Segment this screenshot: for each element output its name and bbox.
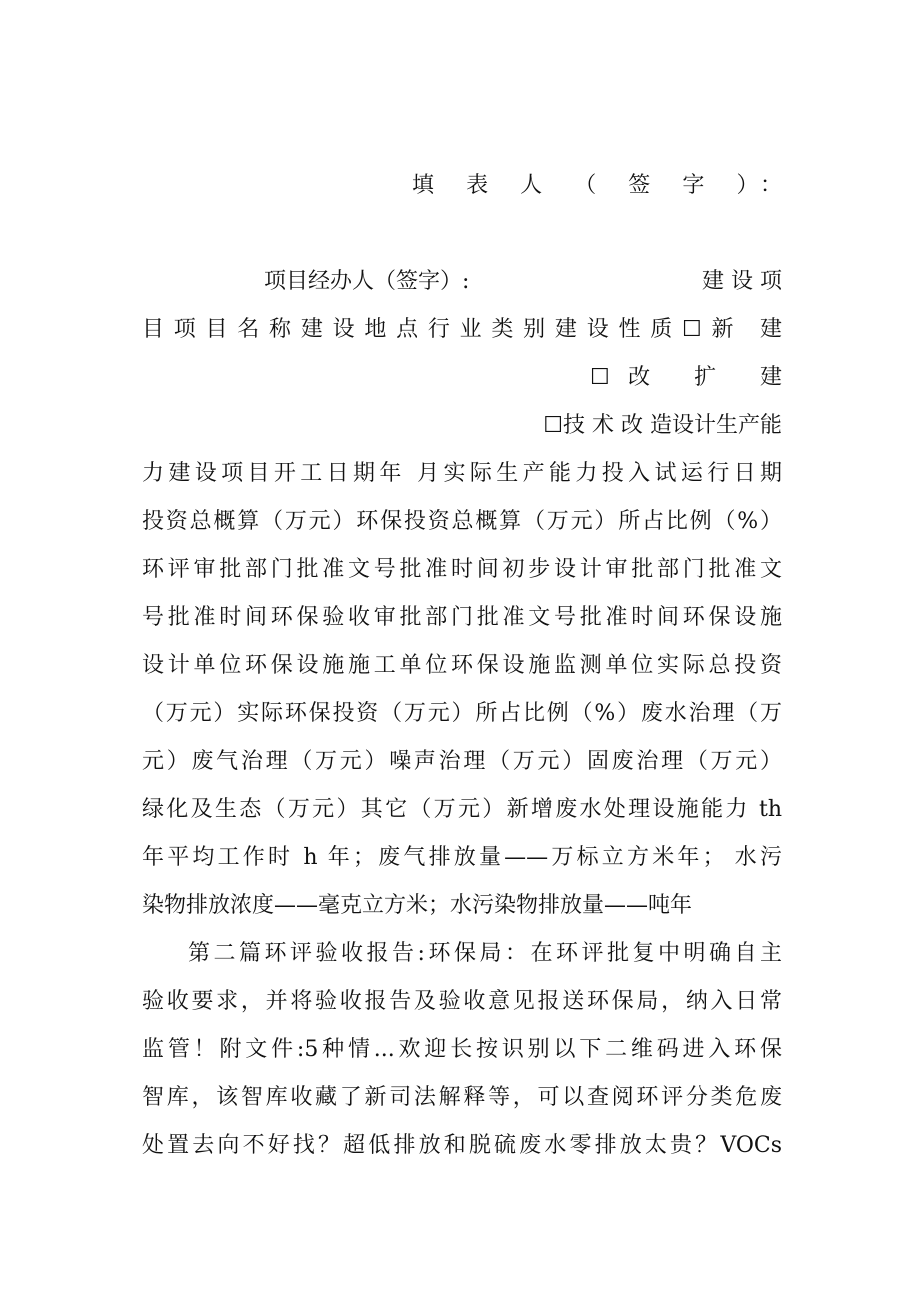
body-line-4: 力建设项目开工日期年 月实际生产能力投入试运行日期	[142, 461, 782, 486]
body-line-6: 环评审批部门批准文号批准时间初步设计审批部门批准文	[142, 557, 782, 582]
body-line-7: 号批准时间环保验收审批部门批准文号批准时间环保设施	[142, 605, 782, 630]
body-line-8: 设计单位环保设施施工单位环保设施监测单位实际总投资	[142, 653, 782, 678]
handler-line	[142, 262, 782, 302]
body-line-10: 元）废气治理（万元）噪声治理（万元）固废治理（万元）	[142, 749, 782, 774]
body-line-2-text: ☐改 扩 建	[590, 365, 782, 390]
body-line-9: （万元）实际环保投资（万元）所占比例（%）废水治理（万	[142, 701, 782, 726]
body-line-16: 监管！附文件:5种情...欢迎长按识别以下二维码进入环保	[142, 1037, 782, 1062]
body-line-12: 年平均工作时 h 年；废气排放量——万标立方米年； 水污	[142, 845, 782, 870]
body-line-15: 验收要求，并将验收报告及验收意见报送环保局，纳入日常	[142, 989, 782, 1014]
body-line-2	[590, 358, 782, 398]
body-line-3-text: ☐技 术 改 造设计生产能	[543, 413, 782, 438]
signature-line-text: 填 表 人 （ 签 字 ）：	[412, 173, 782, 198]
handler-tail: 建 设 项	[702, 269, 782, 294]
body-line-11: 绿化及生态（万元）其它（万元）新增废水处理设施能力 th	[142, 797, 782, 822]
body-line-14: 第二篇环评验收报告:环保局：在环评批复中明确自主	[188, 941, 782, 966]
body-line-3	[500, 406, 782, 446]
body-line-13: 染物排放浓度——毫克立方米；水污染物排放量——吨年	[142, 893, 693, 918]
body-line-5: 投资总概算（万元）环保投资总概算（万元）所占比例（%）	[142, 509, 783, 534]
body-line-1: 目项目名称建设地点行业类别建设性质☐新 建	[142, 317, 782, 342]
body-line-18: 处置去向不好找？超低排放和脱硫废水零排放太贵？VOCs	[142, 1133, 782, 1158]
body-line-17: 智库，该智库收藏了新司法解释等，可以查阅环评分类危废	[142, 1085, 782, 1110]
signature-line	[412, 166, 782, 206]
handler-label: 项目经办人（签字）:	[264, 269, 470, 294]
